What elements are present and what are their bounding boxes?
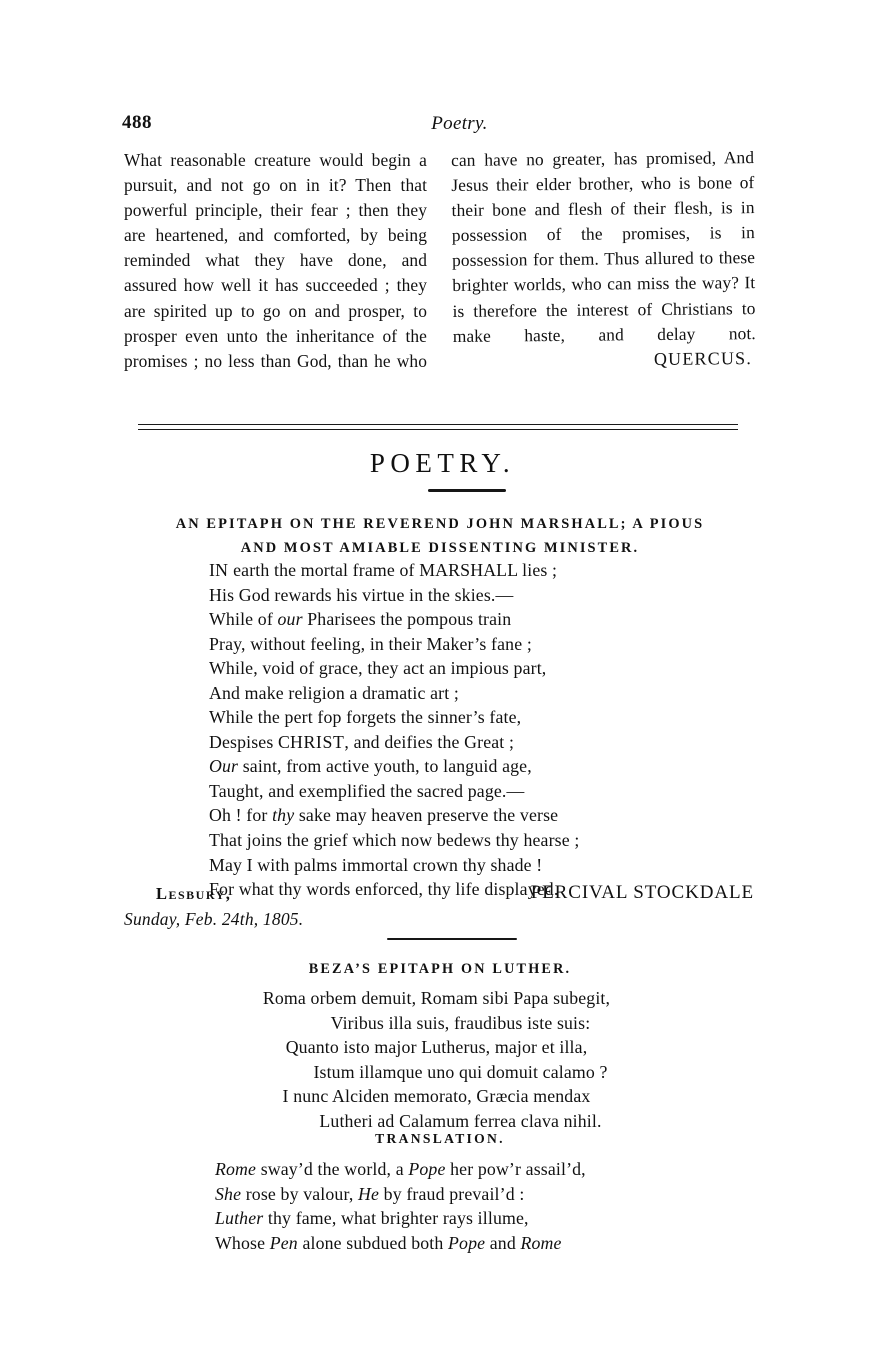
beza-poem-line: Quanto isto major Lutherus, major et illa, bbox=[285, 1037, 588, 1058]
translation-poem-line: She rose by valour, He by fraud prevail’d : bbox=[215, 1183, 525, 1204]
rule-line-lower bbox=[138, 429, 738, 430]
italic-text: Luther bbox=[215, 1208, 264, 1229]
epitaph-title-line-2: AND MOST AMIABLE DISSENTING MINISTER. bbox=[240, 540, 640, 556]
poem-line: Despises CHRIST, and deifies the Great ; bbox=[209, 731, 515, 752]
rule-line-upper bbox=[138, 424, 738, 425]
italic-text: our bbox=[277, 609, 303, 630]
small-caps-text: HRIST bbox=[290, 731, 345, 752]
poem-line: Taught, and exemplified the sacred page.— bbox=[209, 780, 525, 801]
attribution-place: Lesbury, bbox=[156, 884, 232, 903]
poem-line: While, void of grace, they act an impious part, bbox=[209, 658, 547, 679]
poem-line: Pray, without feeling, in their Maker’s fane ; bbox=[209, 633, 532, 654]
poem-line: IN earth the mortal frame of MARSHALL lies ; bbox=[209, 560, 558, 580]
beza-poem-line: Roma orbem demuit, Romam sibi Papa subegit, bbox=[262, 988, 611, 1008]
poem-line: That joins the grief which now bedews thy hearse ; bbox=[209, 830, 580, 851]
small-caps-text: N bbox=[215, 560, 229, 580]
italic-text: Pope bbox=[408, 1159, 446, 1179]
running-head-title: Poetry. bbox=[431, 113, 488, 134]
italic-text: He bbox=[358, 1183, 380, 1204]
translation-poem-line: Whose Pen alone subdued both Pope and Rome bbox=[215, 1232, 562, 1253]
italic-text: Pen bbox=[269, 1232, 298, 1253]
prose-text-right: can have no greater, has promised, And Jesus their elder brother, who is bone of their bone and flesh of their flesh, is in possession of the promises, is in possession for them. Thus allured to these brighter worlds, who can miss the way? It is therefore the interest of Christians to make haste, and delay not. bbox=[451, 147, 756, 346]
epitaph-poem bbox=[209, 558, 769, 902]
italic-text: thy bbox=[272, 805, 295, 826]
italic-text: She bbox=[215, 1183, 242, 1204]
translation-title: TRANSLATION. bbox=[375, 1131, 505, 1146]
translation-poem-line: Luther thy fame, what brighter rays illume, bbox=[215, 1208, 529, 1229]
prose-columns bbox=[124, 148, 754, 374]
poem-line: While of our Pharisees the pompous train bbox=[209, 609, 512, 630]
prose-column-left bbox=[124, 148, 427, 374]
beza-epitaph-title: BEZA’S EPITAPH ON LUTHER. bbox=[308, 961, 572, 977]
poem-line: His God rewards his virtue in the skies.— bbox=[209, 584, 514, 605]
epitaph-attribution bbox=[124, 884, 754, 936]
italic-text: Rome bbox=[520, 1232, 562, 1253]
italic-text: Our bbox=[209, 756, 239, 777]
attribution-date: Sunday, Feb. 24th, 1805. bbox=[124, 909, 304, 929]
poem-line: While the pert fop forgets the sinner’s fate, bbox=[209, 707, 522, 728]
beza-poem-line: I nunc Alciden memorato, Græcia mendax bbox=[282, 1086, 591, 1107]
double-rule-divider bbox=[138, 424, 738, 432]
attribution-author: PERCIVAL STOCKDALE bbox=[530, 882, 754, 903]
epitaph-title bbox=[110, 512, 770, 560]
prose-signature: QUERCUS. bbox=[653, 347, 753, 369]
poem-line: And make religion a dramatic art ; bbox=[209, 682, 459, 703]
poem-line: Our saint, from active youth, to languid age, bbox=[209, 756, 532, 777]
prose-column-right bbox=[451, 145, 756, 374]
prose-text-left: What reasonable creature would begin a pursuit, and not go on in it? Then that powerful principle, their fear ; then they are heartened, and comforted, by being reminded what they have done, and assured how well it has succeeded ; they are spirited up to go on and prosper, to prosper even unto the inheritance of the promises ; no less than God, than he who bbox=[124, 150, 427, 371]
beza-poem-line: Lutheri ad Calamum ferrea clava nihil. bbox=[319, 1110, 602, 1131]
beza-poem-line: Viribus illa suis, fraudibus iste suis: bbox=[330, 1012, 591, 1033]
italic-text: Rome bbox=[215, 1159, 257, 1179]
beza-poem-line: Istum illamque uno qui domuit calamo ? bbox=[313, 1061, 608, 1082]
running-head bbox=[122, 112, 751, 138]
poem-line: For what thy words enforced, thy life displayed. bbox=[209, 879, 559, 900]
epitaph-title-line-1: AN EPITAPH ON THE REVEREND JOHN MARSHALL; A PIOUS bbox=[175, 516, 705, 532]
translation-poem bbox=[215, 1157, 815, 1255]
translation-poem-line: Rome sway’d the world, a Pope her pow’r assail’d, bbox=[215, 1159, 586, 1179]
beza-epitaph-poem bbox=[0, 986, 873, 1134]
short-rule-between-poems bbox=[387, 938, 517, 940]
section-banner-poetry: POETRY. bbox=[369, 448, 516, 478]
short-rule-under-banner bbox=[428, 489, 506, 492]
italic-text: Pope bbox=[448, 1232, 486, 1253]
poem-line: May I with palms immortal crown thy shade ! bbox=[209, 854, 543, 875]
poem-line: Oh ! for thy sake may heaven preserve the verse bbox=[209, 805, 559, 826]
page-folio-number: 488 bbox=[122, 112, 152, 133]
